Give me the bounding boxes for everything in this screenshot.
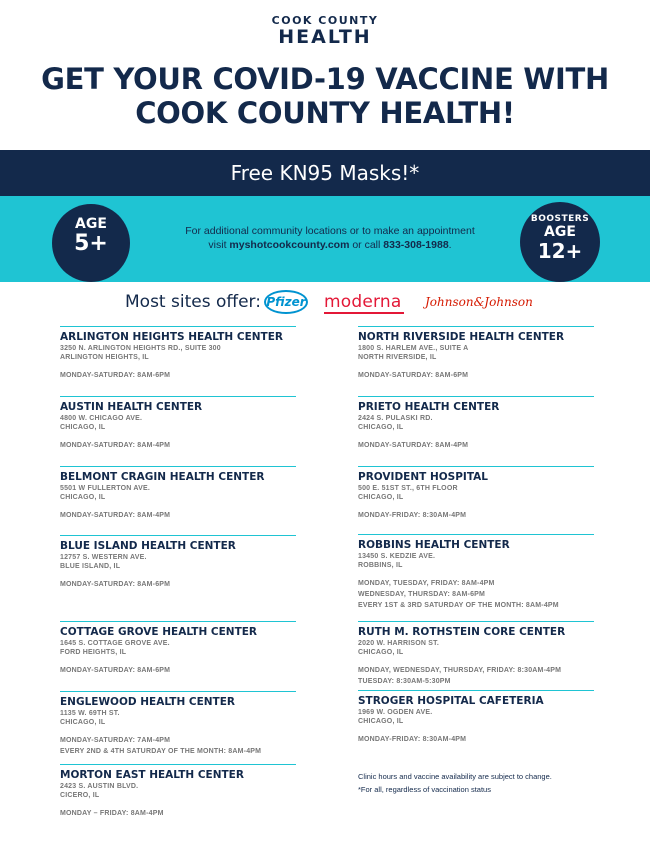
booster-badge-label: BOOSTERS [530, 214, 590, 224]
site-address-line-2: CHICAGO, IL [358, 649, 404, 656]
site-name: PRIETO HEALTH CENTER [358, 401, 500, 413]
site-hours: MONDAY-SATURDAY: 8AM-4PM [60, 512, 171, 519]
site-divider [60, 691, 296, 692]
site-divider [358, 621, 594, 622]
site-address-line-1: 2424 S. PULASKI RD. [358, 415, 433, 422]
logo-bottom-text: HEALTH [278, 26, 372, 48]
site-divider [358, 534, 594, 535]
site-hours: MONDAY-SATURDAY: 8AM-4PM [358, 442, 469, 449]
site-cottage-grove [60, 621, 300, 676]
site-hours: MONDAY-FRIDAY: 8:30AM-4PM [358, 736, 467, 743]
site-austin [60, 396, 300, 451]
site-address-line-2: CHICAGO, IL [358, 718, 404, 725]
site-robbins [358, 534, 598, 611]
site-morton-east [60, 764, 300, 819]
masks-banner: Free KN95 Masks!* [0, 150, 650, 196]
age-badge-label: AGE [75, 216, 107, 232]
cook-county-health-logo [0, 14, 650, 47]
site-hours-extra: WEDNESDAY, THURSDAY: 8AM-6PM [358, 591, 486, 598]
site-address-line-1: 1800 S. HARLEM AVE., SUITE A [358, 345, 469, 352]
site-divider [60, 621, 296, 622]
site-name: BLUE ISLAND HEALTH CENTER [60, 540, 236, 552]
page-headline [0, 62, 650, 130]
site-name: COTTAGE GROVE HEALTH CENTER [60, 626, 257, 638]
site-prieto [358, 396, 598, 451]
site-name: ENGLEWOOD HEALTH CENTER [60, 696, 235, 708]
site-hours-extra: TUESDAY: 8:30AM-5:30PM [358, 678, 451, 685]
vaccine-offer-row [0, 290, 650, 318]
footnote-hours-disclaimer: Clinic hours and vaccine availability are subject to change. [358, 772, 552, 781]
site-address-line-1: 4800 W. CHICAGO AVE. [60, 415, 143, 422]
johnson-johnson-logo: Johnson&Johnson [425, 295, 533, 309]
age-badge [52, 204, 130, 282]
site-address-line-1: 1135 W. 69TH ST. [60, 710, 120, 717]
site-hours: MONDAY-FRIDAY: 8:30AM-4PM [358, 512, 467, 519]
info-band [0, 196, 650, 282]
site-address-line-1: 13450 S. KEDZIE AVE. [358, 553, 436, 560]
site-hours: MONDAY, WEDNESDAY, THURSDAY, FRIDAY: 8:30AM-4PM [358, 667, 562, 674]
moderna-underline [324, 312, 404, 314]
site-address-line-2: ROBBINS, IL [358, 562, 403, 569]
site-address-line-2: CHICAGO, IL [60, 424, 106, 431]
logo-top-text: COOK COUNTY [271, 14, 379, 27]
site-address-line-1: 2423 S. AUSTIN BLVD. [60, 783, 139, 790]
offer-label: Most sites offer: [125, 292, 261, 312]
site-divider [358, 396, 594, 397]
site-provident [358, 466, 598, 521]
site-address-line-2: CHICAGO, IL [60, 494, 106, 501]
site-address-line-2: BLUE ISLAND, IL [60, 563, 121, 570]
site-hours: MONDAY-SATURDAY: 7AM-4PM [60, 737, 171, 744]
footnotes [358, 770, 618, 796]
phone-number[interactable]: 833-308-1988 [383, 239, 449, 251]
site-hours: MONDAY, TUESDAY, FRIDAY: 8AM-4PM [358, 580, 495, 587]
site-hours: MONDAY-SATURDAY: 8AM-6PM [60, 581, 171, 588]
site-address-line-1: 1969 W. OGDEN AVE. [358, 709, 433, 716]
site-address-line-1: 1645 S. COTTAGE GROVE AVE. [60, 640, 170, 647]
age-badge-value: 5+ [74, 231, 108, 256]
site-address-line-1: 500 E. 51ST ST., 6TH FLOOR [358, 485, 458, 492]
site-address-line-2: CHICAGO, IL [60, 719, 106, 726]
site-stroger-hospital [358, 690, 598, 745]
site-divider [60, 466, 296, 467]
site-name: BELMONT CRAGIN HEALTH CENTER [60, 471, 265, 483]
site-address-line-1: 12757 S. WESTERN AVE. [60, 554, 147, 561]
site-hours: MONDAY-SATURDAY: 8AM-6PM [60, 372, 171, 379]
site-address-line-1: 2020 W. HARRISON ST. [358, 640, 440, 647]
site-hours: MONDAY-SATURDAY: 8AM-6PM [60, 667, 171, 674]
booster-badge [520, 202, 600, 282]
appointment-info-line-1: For additional community locations or to make an appointment [185, 225, 475, 237]
moderna-logo: moderna [324, 292, 402, 312]
site-north-riverside [358, 326, 598, 381]
info-pre-text: visit [208, 239, 230, 251]
site-address-line-2: CHICAGO, IL [358, 494, 404, 501]
site-name: PROVIDENT HOSPITAL [358, 471, 488, 483]
site-hours-extra-2: EVERY 1ST & 3RD SATURDAY OF THE MONTH: 8AM-4PM [358, 602, 559, 609]
site-address-line-2: FORD HEIGHTS, IL [60, 649, 127, 656]
site-hours-extra: EVERY 2ND & 4TH SATURDAY OF THE MONTH: 8AM-4PM [60, 748, 262, 755]
site-name: ARLINGTON HEIGHTS HEALTH CENTER [60, 331, 283, 343]
site-divider [358, 690, 594, 691]
site-address-line-2: CICERO, IL [60, 792, 100, 799]
site-hours: MONDAY-SATURDAY: 8AM-4PM [60, 442, 171, 449]
site-name: MORTON EAST HEALTH CENTER [60, 769, 244, 781]
site-divider [358, 326, 594, 327]
site-divider [358, 466, 594, 467]
site-arlington-heights [60, 326, 300, 381]
site-address-line-2: CHICAGO, IL [358, 424, 404, 431]
booster-badge-sub: AGE [544, 224, 576, 240]
appointment-info-line-2 [160, 238, 500, 252]
site-hours: MONDAY-SATURDAY: 8AM-6PM [358, 372, 469, 379]
info-end-text: . [448, 239, 452, 251]
site-blue-island [60, 535, 300, 590]
info-mid-text: or call [349, 239, 384, 251]
site-address-line-2: NORTH RIVERSIDE, IL [358, 354, 437, 361]
site-address-line-1: 3250 N. ARLINGTON HEIGHTS RD., SUITE 300 [60, 345, 221, 352]
site-divider [60, 764, 296, 765]
site-name: RUTH M. ROTHSTEIN CORE CENTER [358, 626, 566, 638]
headline-line-2: COOK COUNTY HEALTH! [135, 96, 515, 130]
site-divider [60, 326, 296, 327]
headline-line-1: GET YOUR COVID-19 VACCINE WITH [41, 62, 609, 96]
appointment-info [160, 224, 500, 252]
site-address-line-1: 5501 W FULLERTON AVE. [60, 485, 151, 492]
site-name: AUSTIN HEALTH CENTER [60, 401, 203, 413]
site-name: NORTH RIVERSIDE HEALTH CENTER [358, 331, 565, 343]
site-englewood [60, 691, 300, 757]
site-hours: MONDAY – FRIDAY: 8AM-4PM [60, 810, 164, 817]
site-ruth-rothstein [358, 621, 598, 687]
site-name: STROGER HOSPITAL CAFETERIA [358, 695, 544, 707]
site-address-line-2: ARLINGTON HEIGHTS, IL [60, 354, 149, 361]
site-divider [60, 535, 296, 536]
website-link[interactable]: myshotcookcounty.com [229, 239, 350, 251]
pfizer-logo: Pfizer [264, 290, 308, 314]
footnote-masks-note: *For all, regardless of vaccination status [358, 785, 491, 794]
site-belmont-cragin [60, 466, 300, 521]
site-divider [60, 396, 296, 397]
site-name: ROBBINS HEALTH CENTER [358, 539, 510, 551]
booster-badge-value: 12+ [537, 239, 583, 263]
